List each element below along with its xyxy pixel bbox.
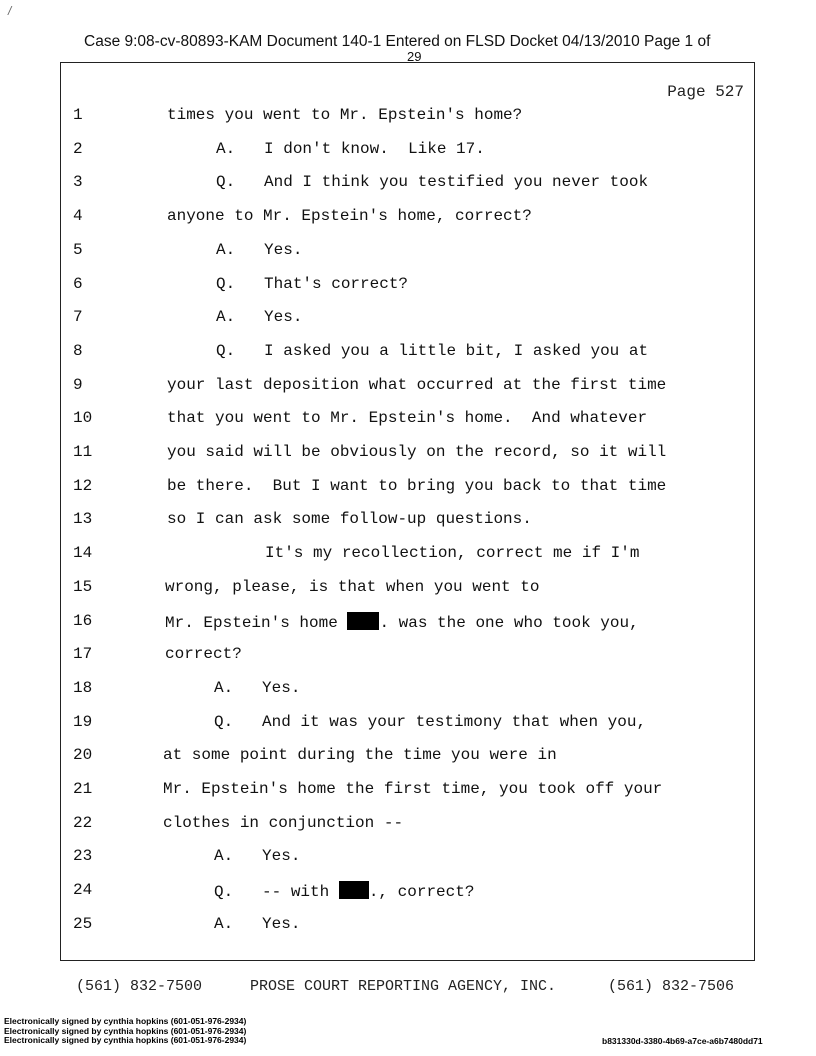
document-hash: b831330d-3380-4b69-a7ce-a6b7480dd71 (602, 1036, 763, 1046)
transcript-line (61, 881, 754, 911)
line-number: 4 (73, 207, 83, 226)
page-label: Page 527 (667, 83, 744, 101)
line-text-main: It's my recollection, correct me if I'm (265, 544, 640, 563)
line-number: 8 (73, 341, 83, 360)
line-number: 24 (73, 881, 93, 900)
line-text-main: be there. But I want to bring you back to that time (167, 476, 667, 495)
line-text (216, 275, 408, 293)
line-text-main: A. Yes. (214, 914, 301, 933)
line-number: 17 (73, 645, 93, 664)
transcript-line (61, 376, 754, 406)
line-number: 21 (73, 780, 93, 798)
line-number: 22 (73, 813, 93, 832)
line-text (167, 106, 522, 124)
transcript-line (61, 746, 754, 776)
line-text-main: A. Yes. (216, 240, 303, 259)
line-text-main: Mr. Epstein's home the first time, you took off your (163, 780, 663, 798)
line-number: 14 (73, 544, 93, 563)
line-text-after: . was the one who took you, (379, 613, 639, 632)
line-text-main: your last deposition what occurred at the first time (167, 375, 667, 394)
line-text-main: clothes in conjunction -- (163, 813, 404, 832)
line-text (165, 612, 639, 632)
line-text (214, 713, 646, 731)
line-text-main: times you went to Mr. Epstein's home? (167, 106, 523, 124)
redaction-box (347, 612, 379, 630)
footer-phone-left: (561) 832-7500 (76, 978, 203, 995)
redaction-box (339, 881, 369, 899)
transcript-line (61, 140, 754, 170)
line-text (165, 645, 242, 663)
line-number: 11 (73, 443, 93, 461)
transcript-line (61, 443, 754, 473)
transcript-line (61, 106, 754, 136)
line-number: 18 (73, 678, 93, 697)
line-text (167, 443, 666, 461)
line-text-main: A. Yes. (214, 678, 301, 697)
line-number: 6 (73, 274, 83, 293)
line-text (214, 679, 300, 697)
transcript-line (61, 409, 754, 439)
transcript-line (61, 713, 754, 743)
line-text (167, 477, 666, 495)
line-number: 7 (73, 308, 83, 327)
line-text (216, 241, 302, 259)
signature-block (4, 1017, 246, 1046)
line-text (163, 780, 662, 798)
line-text (167, 376, 666, 394)
page-total: 29 (407, 49, 422, 64)
transcript-line (61, 645, 754, 675)
signature-line: Electronically signed by cynthia hopkins (601-051-976-2934) (4, 1016, 247, 1026)
line-text (163, 814, 403, 832)
signature-line: Electronically signed by cynthia hopkins (601-051-976-2934) (4, 1035, 247, 1045)
case-line: Case 9:08-cv-80893-KAM Document 140-1 Entered on FLSD Docket 04/13/2010 Page 1 of (84, 33, 711, 50)
line-text-main: at some point during the time you were in (163, 746, 557, 765)
line-text (214, 915, 300, 933)
line-text (165, 578, 539, 596)
transcript-page (60, 62, 755, 961)
line-number: 19 (73, 712, 93, 731)
line-number: 13 (73, 510, 93, 529)
line-number: 2 (73, 139, 83, 158)
line-text-main: A. Yes. (216, 308, 303, 327)
line-number: 12 (73, 476, 93, 495)
line-text-main: correct? (165, 645, 242, 664)
footer-agency: PROSE COURT REPORTING AGENCY, INC. (250, 978, 557, 995)
line-text (167, 409, 647, 427)
line-text-main: wrong, please, is that when you went to (165, 577, 540, 596)
line-text-main: anyone to Mr. Epstein's home, correct? (167, 207, 532, 226)
line-text (214, 881, 474, 901)
line-text-after: ., correct? (368, 883, 475, 902)
transcript-line (61, 847, 754, 877)
line-text-main: Q. And it was your testimony that when you, (214, 712, 647, 731)
line-number: 15 (73, 577, 93, 596)
line-text (216, 140, 485, 158)
corner-mark: / (8, 4, 12, 18)
transcript-line (61, 207, 754, 237)
transcript-line (61, 173, 754, 203)
line-text (167, 510, 532, 528)
transcript-line (61, 510, 754, 540)
transcript-line (61, 915, 754, 945)
transcript-line (61, 814, 754, 844)
line-text-main: Q. I asked you a little bit, I asked you at (216, 341, 649, 360)
transcript-line (61, 780, 754, 810)
line-number: 20 (73, 746, 93, 765)
line-number: 1 (73, 106, 83, 124)
transcript-line (61, 308, 754, 338)
line-number: 25 (73, 914, 93, 933)
line-number: 16 (73, 611, 93, 630)
line-number: 5 (73, 240, 83, 259)
line-text-main: that you went to Mr. Epstein's home. And whatever (167, 409, 648, 428)
signature-line: Electronically signed by cynthia hopkins (601-051-976-2934) (4, 1025, 247, 1036)
line-text-main: so I can ask some follow-up questions. (167, 510, 532, 529)
line-text (163, 746, 557, 764)
line-text (216, 308, 302, 326)
line-number: 9 (73, 375, 83, 394)
footer-phone-right: (561) 832-7506 (608, 978, 735, 995)
line-text-main: A. I don't know. Like 17. (216, 139, 485, 158)
line-text (216, 173, 648, 191)
line-text (265, 544, 639, 562)
line-text-main: Mr. Epstein's home (165, 613, 348, 632)
line-text-main: Q. -- with (214, 883, 339, 902)
line-text (167, 207, 532, 225)
line-text-main: you said will be obviously on the record, so it will (167, 443, 667, 461)
filing-header (84, 33, 764, 64)
transcript-line (61, 342, 754, 372)
transcript-line (61, 578, 754, 608)
transcript-line (61, 612, 754, 642)
transcript-line (61, 679, 754, 709)
line-text-main: A. Yes. (214, 847, 301, 866)
line-number: 23 (73, 847, 93, 866)
line-number: 10 (73, 409, 93, 428)
line-number: 3 (73, 173, 83, 192)
line-text (214, 847, 300, 865)
transcript-line (61, 275, 754, 305)
line-text (216, 342, 648, 360)
transcript-line (61, 544, 754, 574)
line-text-main: Q. And I think you testified you never took (216, 173, 649, 192)
transcript-line (61, 477, 754, 507)
transcript-line (61, 241, 754, 271)
line-text-main: Q. That's correct? (216, 274, 409, 293)
